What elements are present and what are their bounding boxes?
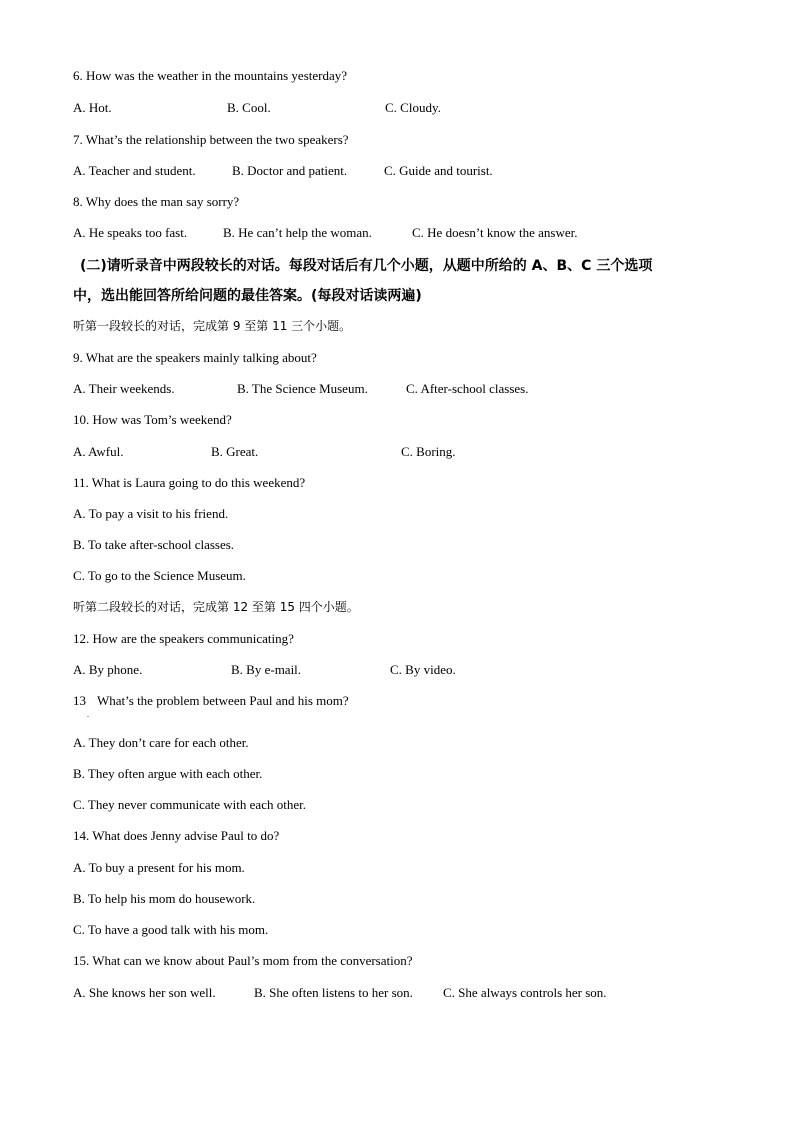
section-heading-line-2: 中，选出能回答所给问题的最佳答案。(每段对话读两遍) [73,288,422,304]
question-13-dot: . [87,710,89,719]
q8-option-b: B. He can’t help the woman. [223,225,372,240]
section-heading-line-1: (二)请听录音中两段较长的对话。每段对话后有几个小题，从题中所给的 A、B、C 三个选项 [80,258,653,274]
question-6: 6. How was the weather in the mountains yesterday? [73,68,348,83]
question-7: 7. What’s the relationship between the two speakers? [73,132,349,147]
question-13-number: 13 [73,693,86,708]
q8-option-c: C. He doesn’t know the answer. [412,225,578,240]
question-12: 12. How are the speakers communicating? [73,631,294,646]
q8-option-a: A. He speaks too fast. [73,225,188,240]
question-10: 10. How was Tom’s weekend? [73,412,232,427]
q12-option-a: A. By phone. [73,662,143,677]
question-9: 9. What are the speakers mainly talking about? [73,350,317,365]
question-13: What’s the problem between Paul and his mom? [97,693,349,708]
q12-option-b: B. By e-mail. [231,662,302,677]
q14-option-c: C. To have a good talk with his mom. [73,922,269,937]
q15-option-b: B. She often listens to her son. [254,985,413,1000]
q6-option-c: C. Cloudy. [385,100,441,115]
q9-option-b: B. The Science Museum. [237,381,368,396]
q6-option-b: B. Cool. [227,100,271,115]
q12-option-c: C. By video. [390,662,456,677]
q6-option-a: A. Hot. [73,100,112,115]
question-11: 11. What is Laura going to do this weekend? [73,475,306,490]
q14-option-b: B. To help his mom do housework. [73,891,256,906]
q10-option-c: C. Boring. [401,444,456,459]
q9-option-a: A. Their weekends. [73,381,175,396]
q11-option-c: C. To go to the Science Museum. [73,568,246,583]
q13-option-a: A. They don’t care for each other. [73,735,249,750]
question-15: 15. What can we know about Paul’s mom from the conversation? [73,953,413,968]
q7-option-c: C. Guide and tourist. [384,163,493,178]
q10-option-a: A. Awful. [73,444,124,459]
question-8: 8. Why does the man say sorry? [73,194,240,209]
q7-option-a: A. Teacher and student. [73,163,196,178]
q11-option-b: B. To take after-school classes. [73,537,235,552]
q15-option-a: A. She knows her son well. [73,985,216,1000]
q13-option-c: C. They never communicate with each other. [73,797,306,812]
dialog-1-instruction: 听第一段较长的对话，完成第 9 至第 11 三个小题。 [73,319,352,333]
q11-option-a: A. To pay a visit to his friend. [73,506,229,521]
dialog-2-instruction: 听第二段较长的对话，完成第 12 至第 15 四个小题。 [73,600,359,614]
q13-option-b: B. They often argue with each other. [73,766,263,781]
q15-option-c: C. She always controls her son. [443,985,607,1000]
q14-option-a: A. To buy a present for his mom. [73,860,245,875]
q10-option-b: B. Great. [211,444,259,459]
q7-option-b: B. Doctor and patient. [232,163,348,178]
q9-option-c: C. After-school classes. [406,381,529,396]
question-14: 14. What does Jenny advise Paul to do? [73,828,280,843]
